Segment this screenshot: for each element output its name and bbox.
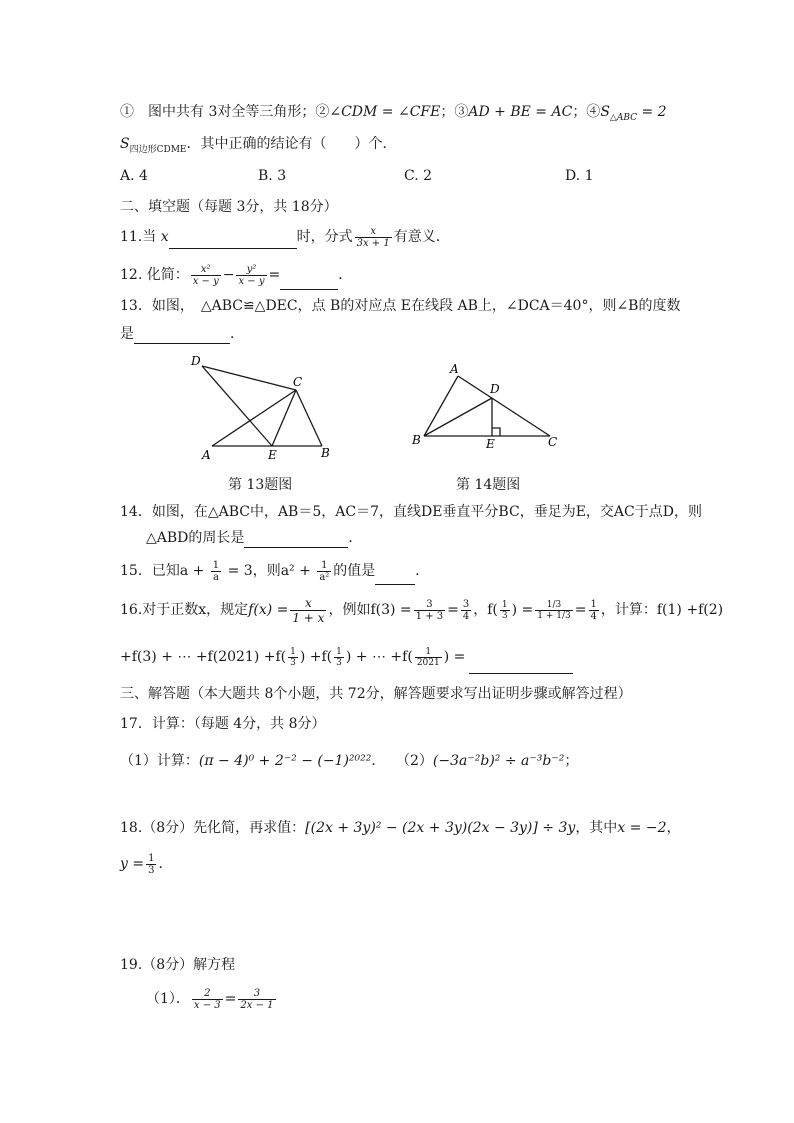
- seg-dc: [202, 366, 296, 390]
- label-d: D: [490, 382, 500, 396]
- q16-ex2-result-num: 1: [590, 598, 597, 610]
- q16-ex2-arg-den: 3: [501, 610, 508, 621]
- figure-14: [408, 360, 564, 452]
- q13-line-2a: 是: [120, 326, 134, 342]
- q16-line-1: [120, 593, 723, 627]
- q16-ex2-arg-num: 1: [501, 599, 508, 610]
- q19-fraction-2: [238, 988, 275, 1011]
- q10-statement-4-rest: = 2: [637, 104, 667, 120]
- q11-fraction: [355, 226, 392, 249]
- q17-part-2: [396, 751, 578, 771]
- q10-question-text: ．其中正确的结论有（ ）个．: [186, 136, 397, 152]
- q16-ex2-fraction: [535, 600, 572, 621]
- q10-option-b: B. 3: [258, 168, 287, 184]
- q13-blank: [134, 326, 230, 344]
- q12-fraction-2: [236, 264, 266, 287]
- q16-ex1-den: 1 + 3: [415, 610, 444, 622]
- q15-post: 的值是: [333, 563, 376, 579]
- q18-end: ．: [158, 856, 173, 872]
- q13-line-2: [120, 324, 244, 344]
- q16-fx: f(x) =: [248, 602, 289, 618]
- q11: [120, 225, 450, 249]
- q16-last-den: 2021: [416, 657, 440, 668]
- q15-f2-num: 1: [317, 560, 331, 572]
- q17-p2-expr: (−3a⁻²b)² ÷ a⁻³b⁻²: [432, 753, 565, 769]
- q17-title: 17．计算：（每题 4分，共 8分）: [120, 716, 326, 732]
- q17-p1-expr: (π − 4)⁰ + 2⁻² − (−1)²⁰²²: [198, 753, 372, 769]
- q11-post: 有意义．: [393, 229, 450, 245]
- q16-ex1-result-num: 3: [462, 598, 470, 610]
- q16-ex2-num: 1/3: [535, 600, 572, 611]
- q16-last-fraction: [415, 647, 442, 668]
- q16-ex1-num: 3: [414, 599, 445, 611]
- q17-p1-label: （1）计算：: [120, 753, 199, 769]
- q16-line-2a: +f(3) + ⋯ +f(2021) +f(: [120, 649, 287, 665]
- q18-where: ，其中: [575, 820, 618, 836]
- q18-expr: [(2x + 3y)² − (2x + 3y)(2x − 3y)] ÷ 3y: [305, 820, 576, 836]
- q10-statement-3: AD + BE = AC: [468, 104, 573, 120]
- q16-ex2-result: [589, 599, 599, 622]
- q10-question-line: [120, 134, 396, 160]
- q11-fraction-den: 3x + 1: [356, 237, 390, 249]
- q10-option-d: D. 1: [565, 168, 594, 184]
- q10-statements-line: [120, 102, 667, 128]
- figure-14-caption: 第 14题图: [456, 477, 521, 493]
- q16-calc: ，计算：f(1) +f(2): [600, 602, 724, 618]
- q15-end: ．: [415, 563, 430, 579]
- label-b: B: [412, 433, 421, 447]
- label-c: C: [548, 435, 558, 449]
- q16-ex2b: ) =: [511, 602, 534, 618]
- q16-line-2d: ) =: [443, 649, 466, 665]
- q16-third-2-num: 1: [336, 646, 342, 657]
- seg-cb: [296, 390, 322, 446]
- q19-p1-label: （1）．: [146, 991, 190, 1007]
- label-e: E: [486, 437, 495, 451]
- q12-eq: =: [268, 267, 281, 283]
- q16-last-num: 1: [415, 647, 442, 658]
- figure-13: [188, 350, 338, 464]
- q16-ex2-den: 1 + 1/3: [537, 610, 571, 621]
- q16-ex1-fraction: [414, 599, 445, 622]
- q19-title: 19.（8分）解方程: [120, 957, 236, 973]
- q10-option-a: A. 4: [120, 168, 148, 184]
- q17-p2-end: ；: [564, 753, 579, 769]
- q12-pre: 12. 化简：: [120, 267, 189, 283]
- q13-line-1: 13．如图， △ABC≌△DEC，点 B的对应点 E在线段 AB上，∠DCA＝40°，则∠B的度数: [120, 298, 681, 314]
- q14-blank: [244, 530, 348, 548]
- q11-var: x: [160, 229, 169, 245]
- q10-statement-4-s: S: [600, 104, 610, 120]
- q11-blank: [169, 230, 297, 249]
- q18-y-num: 1: [148, 852, 155, 864]
- q16-ex2-eq: =: [574, 602, 587, 618]
- q16-ex2-result-den: 4: [590, 610, 597, 622]
- q16-def-fraction: [290, 596, 326, 625]
- q12-f1-den: x − y: [192, 275, 219, 287]
- q18-comma: ，: [666, 820, 681, 836]
- q16-third-2-den: 3: [336, 657, 342, 668]
- q11-mid: 时，分式: [296, 229, 353, 245]
- q18-y-fraction: [146, 853, 156, 876]
- seg-de: [202, 366, 272, 446]
- label-a: A: [202, 448, 211, 462]
- q17-part-1: [120, 751, 385, 771]
- q19-f1-num: 2: [192, 988, 223, 1000]
- q15-blank: [375, 568, 415, 585]
- q16-ex1-result-den: 4: [462, 610, 470, 622]
- q10-option-c: C. 2: [404, 168, 433, 184]
- q14-line-2b: ．: [348, 530, 363, 546]
- q16-ex1-result: [461, 599, 471, 622]
- q12-f2-num: y²: [236, 264, 266, 276]
- q16-third-2: [334, 647, 344, 668]
- q10-area-sub: 四边形CDME: [129, 144, 187, 155]
- q16-ex1: ，例如f(3) =: [328, 602, 412, 618]
- q13-line-2b: ．: [230, 326, 244, 342]
- q17-p1-end: ．: [371, 753, 386, 769]
- right-angle-mark: [492, 428, 500, 436]
- q16-ex2: ，f(: [473, 602, 498, 618]
- q19-f2-den: 2x − 1: [240, 999, 274, 1011]
- q10-area-s: S: [120, 136, 130, 152]
- q12-f2-den: x − y: [238, 275, 265, 287]
- label-d: D: [191, 354, 201, 368]
- label-a: A: [450, 362, 459, 376]
- q15-fraction-1: [211, 560, 221, 583]
- q16-line-2: [120, 640, 573, 674]
- q12-blank: [280, 271, 338, 290]
- q10-sep-2: ；③: [440, 104, 469, 120]
- q12: [120, 260, 352, 290]
- q15-pre: 15．已知a +: [120, 563, 209, 579]
- q14-line-2: [146, 528, 362, 548]
- q18-y-den: 3: [148, 864, 155, 876]
- label-e: E: [268, 448, 277, 462]
- q10-sep-3: ；④: [572, 104, 601, 120]
- q17-p2-label: （2）: [396, 753, 433, 769]
- q15-mid: = 3，则a² +: [223, 563, 316, 579]
- q16-blank: [469, 655, 573, 674]
- q10-statement-2: ∠CDM = ∠CFE: [329, 104, 441, 120]
- q19-fraction-1: [192, 988, 223, 1011]
- q16-pre: 16.对于正数x，规定: [120, 602, 249, 618]
- q15: [120, 557, 429, 585]
- q19-part-1: [146, 985, 278, 1013]
- q15-f1-den: a: [213, 571, 219, 583]
- q10-intro: ① 图中共有 3对全等三角形；②: [120, 104, 330, 120]
- q16-ex2-arg: [500, 600, 510, 621]
- q15-f1-num: 1: [212, 559, 220, 571]
- label-c: C: [293, 375, 303, 389]
- seg-ac: [458, 376, 550, 436]
- q19-f2-num: 3: [238, 988, 275, 1000]
- q18-x-value: x = −2: [617, 820, 667, 836]
- q15-f2-den: a²: [319, 571, 330, 583]
- q11-pre: 11.当: [120, 229, 161, 245]
- q18-line-2: [120, 850, 172, 878]
- q16-ex1-eq: =: [447, 602, 459, 618]
- q19-eq: =: [224, 991, 237, 1007]
- q18-title: 18.（8分）先化简，再求值：: [120, 820, 306, 836]
- q16-line-2c: ) + ⋯ +f(: [345, 649, 413, 665]
- q16-third-1-num: 1: [290, 646, 296, 657]
- label-b: B: [321, 446, 330, 460]
- q18-line-1: [120, 818, 680, 838]
- q19-f1-den: x − 3: [193, 999, 221, 1011]
- q16-def-den: 1 + x: [292, 610, 325, 625]
- q12-post: ．: [338, 267, 353, 283]
- section-3-title: 三、解答题（本大题共 8个小题，共 72分，解答题要求写出证明步骤或解答过程）: [120, 686, 632, 702]
- q10-statement-4-sub: △ABC: [609, 112, 637, 123]
- q12-fraction-1: [191, 264, 221, 287]
- q14-line-1: 14．如图，在△ABC中，AB＝5，AC＝7，直线DE垂直平分BC，垂足为E，交AC于点D，则: [120, 504, 702, 520]
- figure-13-caption: 第 13题图: [228, 477, 293, 493]
- q11-fraction-num: x: [355, 226, 392, 238]
- q12-minus: −: [222, 267, 235, 283]
- q15-fraction-2: [317, 560, 331, 583]
- q16-third-1: [288, 647, 298, 668]
- q14-line-2a: △ABD的周长是: [146, 530, 245, 546]
- q16-third-1-den: 3: [290, 657, 296, 668]
- q18-y-label: y =: [120, 856, 145, 872]
- q16-def-num: x: [290, 596, 326, 611]
- q16-line-2b: ) +f(: [299, 649, 333, 665]
- section-2-title: 二、填空题（每题 3分，共 18分）: [120, 199, 338, 215]
- q12-f1-num: x²: [191, 264, 221, 276]
